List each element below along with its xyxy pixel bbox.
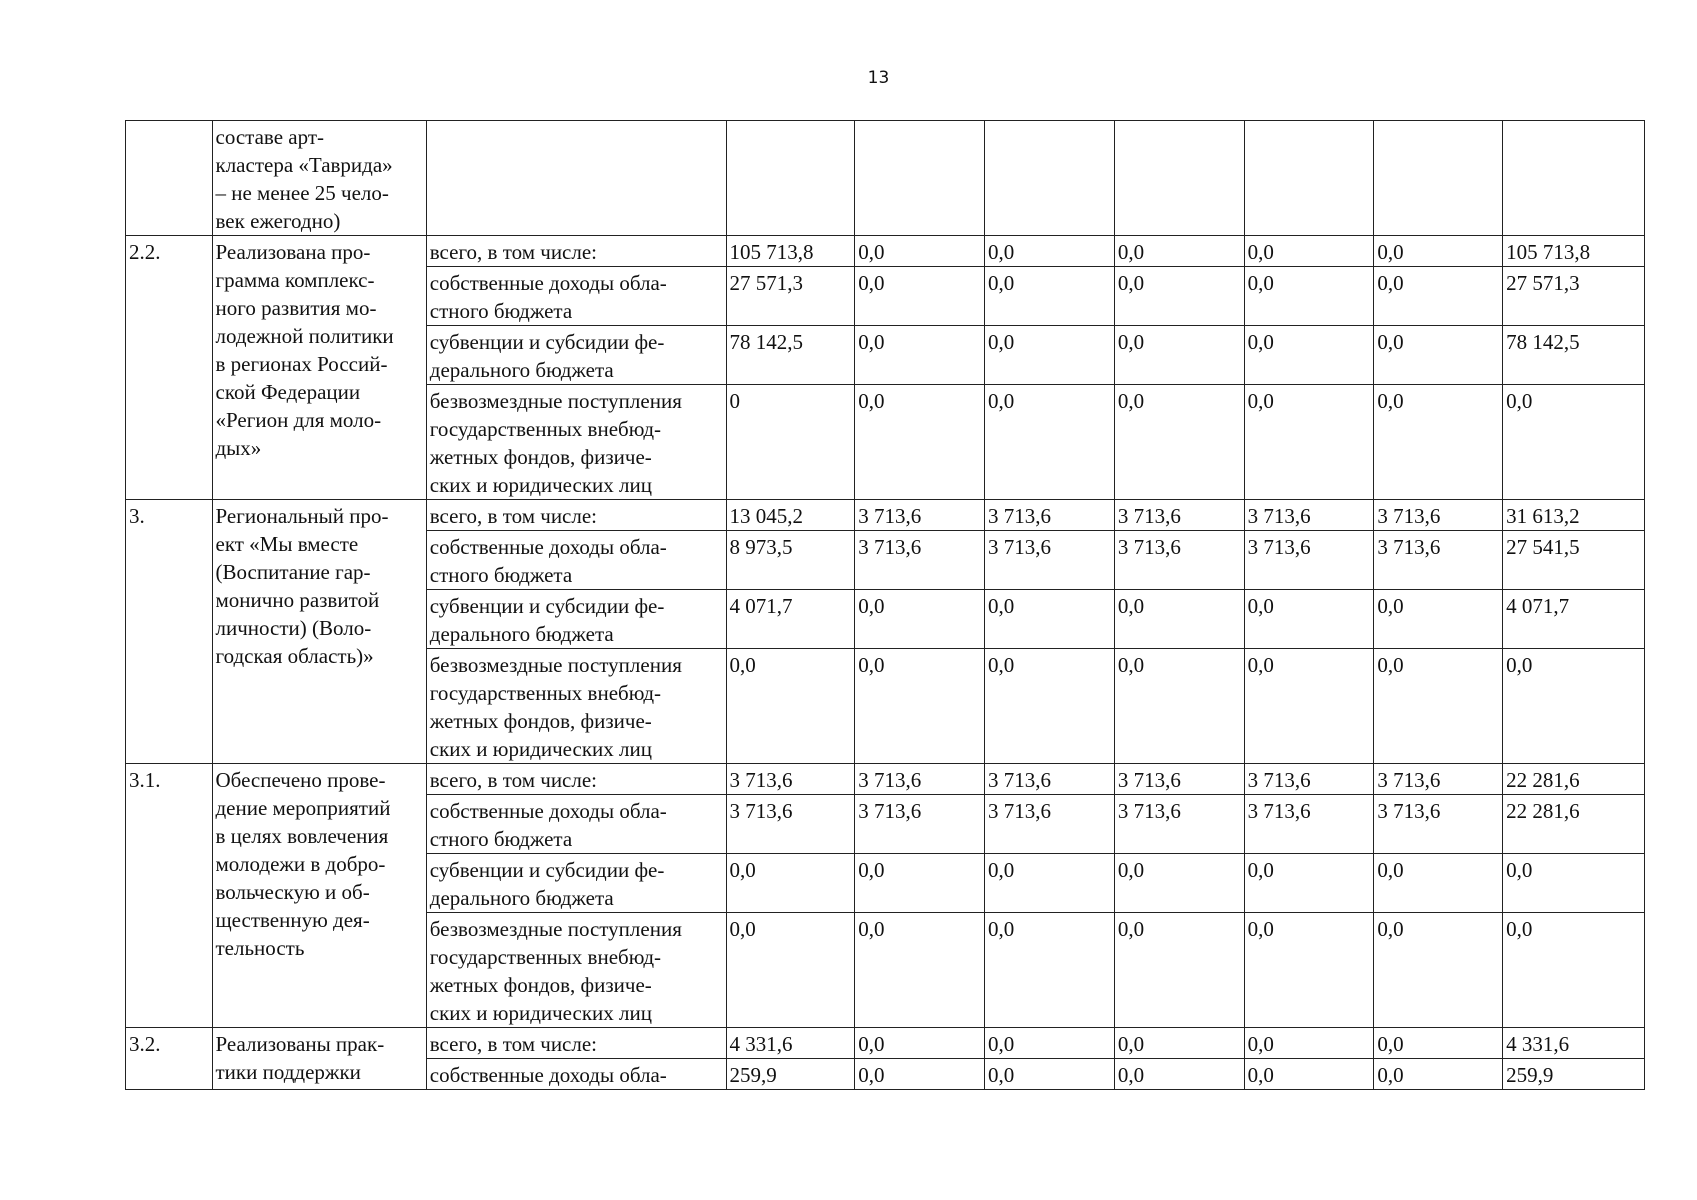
amount-cell: 0,0 [985, 1028, 1115, 1059]
amount-cell: 0,0 [985, 854, 1115, 913]
amount-cell: 0,0 [855, 385, 985, 500]
amount-cell: 0,0 [1114, 1028, 1244, 1059]
row-name-cell: Обеспечено прове- дение мероприятий в целях вовлечения молодежи в добро- вольческую и об- щественную дея- тельность [212, 764, 426, 1028]
amount-cell: 0,0 [985, 326, 1115, 385]
funding-source-cell: собственные доходы обла- стного бюджета [426, 267, 726, 326]
table-row [126, 500, 1645, 531]
amount-cell: 0,0 [855, 267, 985, 326]
amount-cell: 78 142,5 [726, 326, 855, 385]
amount-cell: 27 571,3 [726, 267, 855, 326]
amount-cell: 105 713,8 [726, 236, 855, 267]
amount-cell: 0,0 [985, 649, 1115, 764]
amount-cell: 13 045,2 [726, 500, 855, 531]
row-code-cell: 2.2. [126, 236, 213, 500]
empty-cell [1244, 121, 1374, 236]
amount-cell: 0,0 [1244, 385, 1374, 500]
amount-cell: 0,0 [985, 385, 1115, 500]
amount-cell: 4 071,7 [726, 590, 855, 649]
empty-cell [726, 121, 855, 236]
amount-cell: 0,0 [1374, 649, 1503, 764]
funding-source-cell: безвозмездные поступления государственных внебюд- жетных фондов, физиче- ских и юридических лиц [426, 649, 726, 764]
amount-cell: 3 713,6 [1244, 500, 1374, 531]
amount-cell: 3 713,6 [1374, 795, 1503, 854]
amount-cell: 4 331,6 [726, 1028, 855, 1059]
amount-cell: 0,0 [855, 913, 985, 1028]
amount-cell: 0,0 [1114, 385, 1244, 500]
budget-table [125, 120, 1645, 1090]
amount-cell: 0,0 [1244, 590, 1374, 649]
amount-cell: 0,0 [1374, 385, 1503, 500]
amount-cell: 3 713,6 [1114, 795, 1244, 854]
row-code-cell: 3.1. [126, 764, 213, 1028]
amount-cell: 0,0 [1244, 326, 1374, 385]
amount-cell: 0,0 [1244, 1059, 1374, 1090]
total-value-cell: 27 571,3 [1503, 267, 1645, 326]
funding-source-cell: субвенции и субсидии фе- дерального бюджета [426, 590, 726, 649]
amount-cell: 0,0 [1114, 236, 1244, 267]
amount-cell: 3 713,6 [1374, 531, 1503, 590]
total-value-cell: 22 281,6 [1503, 795, 1645, 854]
empty-cell [1374, 121, 1503, 236]
amount-cell: 0,0 [1244, 267, 1374, 326]
amount-cell: 0,0 [855, 1028, 985, 1059]
amount-cell: 0,0 [1374, 913, 1503, 1028]
amount-cell: 0,0 [1244, 854, 1374, 913]
amount-cell: 3 713,6 [855, 531, 985, 590]
table-row [126, 121, 1645, 236]
amount-cell: 0,0 [985, 236, 1115, 267]
amount-cell: 3 713,6 [726, 764, 855, 795]
amount-cell: 0,0 [1244, 913, 1374, 1028]
funding-source-cell: собственные доходы обла- [426, 1059, 726, 1090]
funding-source-cell: собственные доходы обла- стного бюджета [426, 795, 726, 854]
row-code-cell [126, 121, 213, 236]
total-value-cell: 0,0 [1503, 913, 1645, 1028]
amount-cell: 0 [726, 385, 855, 500]
amount-cell: 0,0 [1114, 649, 1244, 764]
total-value-cell: 4 071,7 [1503, 590, 1645, 649]
amount-cell: 3 713,6 [855, 500, 985, 531]
total-value-cell: 27 541,5 [1503, 531, 1645, 590]
amount-cell: 3 713,6 [985, 764, 1115, 795]
table-row [126, 1028, 1645, 1059]
amount-cell: 0,0 [855, 649, 985, 764]
amount-cell: 0,0 [1374, 236, 1503, 267]
amount-cell: 3 713,6 [1114, 500, 1244, 531]
row-name-cell: Региональный про- ект «Мы вместе (Воспитание гар- монично развитой личности) (Воло- годская область)» [212, 500, 426, 764]
amount-cell: 3 713,6 [726, 795, 855, 854]
empty-cell [426, 121, 726, 236]
budget-table-body [126, 121, 1645, 1090]
amount-cell: 0,0 [855, 590, 985, 649]
amount-cell: 3 713,6 [1374, 500, 1503, 531]
amount-cell: 0,0 [1244, 236, 1374, 267]
amount-cell: 0,0 [855, 1059, 985, 1090]
amount-cell: 0,0 [1244, 1028, 1374, 1059]
amount-cell: 0,0 [1374, 590, 1503, 649]
total-value-cell: 22 281,6 [1503, 764, 1645, 795]
row-name-cell: Реализованы прак- тики поддержки [212, 1028, 426, 1090]
amount-cell: 0,0 [985, 267, 1115, 326]
amount-cell: 0,0 [1374, 326, 1503, 385]
amount-cell: 8 973,5 [726, 531, 855, 590]
empty-cell [855, 121, 985, 236]
amount-cell: 0,0 [985, 913, 1115, 1028]
amount-cell: 0,0 [1114, 854, 1244, 913]
amount-cell: 0,0 [855, 326, 985, 385]
amount-cell: 0,0 [855, 236, 985, 267]
funding-source-cell: всего, в том числе: [426, 236, 726, 267]
amount-cell: 3 713,6 [1374, 764, 1503, 795]
funding-source-cell: всего, в том числе: [426, 764, 726, 795]
amount-cell: 3 713,6 [985, 531, 1115, 590]
amount-cell: 0,0 [1114, 590, 1244, 649]
amount-cell: 3 713,6 [1114, 764, 1244, 795]
total-value-cell: 0,0 [1503, 649, 1645, 764]
amount-cell: 0,0 [985, 590, 1115, 649]
row-name-cell: составе арт- кластера «Таврида» – не менее 25 чело- век ежегодно) [212, 121, 426, 236]
amount-cell: 0,0 [1114, 913, 1244, 1028]
amount-cell: 0,0 [1374, 854, 1503, 913]
amount-cell: 3 713,6 [985, 500, 1115, 531]
amount-cell: 3 713,6 [985, 795, 1115, 854]
funding-source-cell: субвенции и субсидии фе- дерального бюджета [426, 326, 726, 385]
amount-cell: 3 713,6 [1244, 795, 1374, 854]
amount-cell: 3 713,6 [855, 795, 985, 854]
amount-cell: 0,0 [1114, 267, 1244, 326]
total-value-cell: 4 331,6 [1503, 1028, 1645, 1059]
funding-source-cell: субвенции и субсидии фе- дерального бюджета [426, 854, 726, 913]
total-value-cell: 78 142,5 [1503, 326, 1645, 385]
row-name-cell: Реализована про- грамма комплекс- ного развития мо- лодежной политики в регионах Россий- ской Федерации «Регион для моло- дых» [212, 236, 426, 500]
amount-cell: 0,0 [985, 1059, 1115, 1090]
funding-source-cell: безвозмездные поступления государственных внебюд- жетных фондов, физиче- ских и юридических лиц [426, 385, 726, 500]
amount-cell: 3 713,6 [855, 764, 985, 795]
empty-cell [1114, 121, 1244, 236]
table-row [126, 764, 1645, 795]
amount-cell: 0,0 [726, 854, 855, 913]
amount-cell: 0,0 [1374, 1028, 1503, 1059]
funding-source-cell: безвозмездные поступления государственных внебюд- жетных фондов, физиче- ских и юридических лиц [426, 913, 726, 1028]
amount-cell: 3 713,6 [1114, 531, 1244, 590]
funding-source-cell: собственные доходы обла- стного бюджета [426, 531, 726, 590]
page-number: 13 [867, 68, 890, 88]
total-value-cell: 259,9 [1503, 1059, 1645, 1090]
table-row [126, 236, 1645, 267]
row-code-cell: 3. [126, 500, 213, 764]
total-value-cell: 0,0 [1503, 385, 1645, 500]
amount-cell: 0,0 [1114, 326, 1244, 385]
total-value-cell: 31 613,2 [1503, 500, 1645, 531]
total-value-cell: 105 713,8 [1503, 236, 1645, 267]
amount-cell: 0,0 [1374, 267, 1503, 326]
empty-cell [985, 121, 1115, 236]
amount-cell: 0,0 [726, 913, 855, 1028]
amount-cell: 0,0 [1374, 1059, 1503, 1090]
amount-cell: 259,9 [726, 1059, 855, 1090]
amount-cell: 0,0 [1114, 1059, 1244, 1090]
amount-cell: 3 713,6 [1244, 531, 1374, 590]
total-value-cell: 0,0 [1503, 854, 1645, 913]
amount-cell: 3 713,6 [1244, 764, 1374, 795]
amount-cell: 0,0 [855, 854, 985, 913]
amount-cell: 0,0 [726, 649, 855, 764]
amount-cell: 0,0 [1244, 649, 1374, 764]
empty-cell [1503, 121, 1645, 236]
funding-source-cell: всего, в том числе: [426, 1028, 726, 1059]
funding-source-cell: всего, в том числе: [426, 500, 726, 531]
row-code-cell: 3.2. [126, 1028, 213, 1090]
